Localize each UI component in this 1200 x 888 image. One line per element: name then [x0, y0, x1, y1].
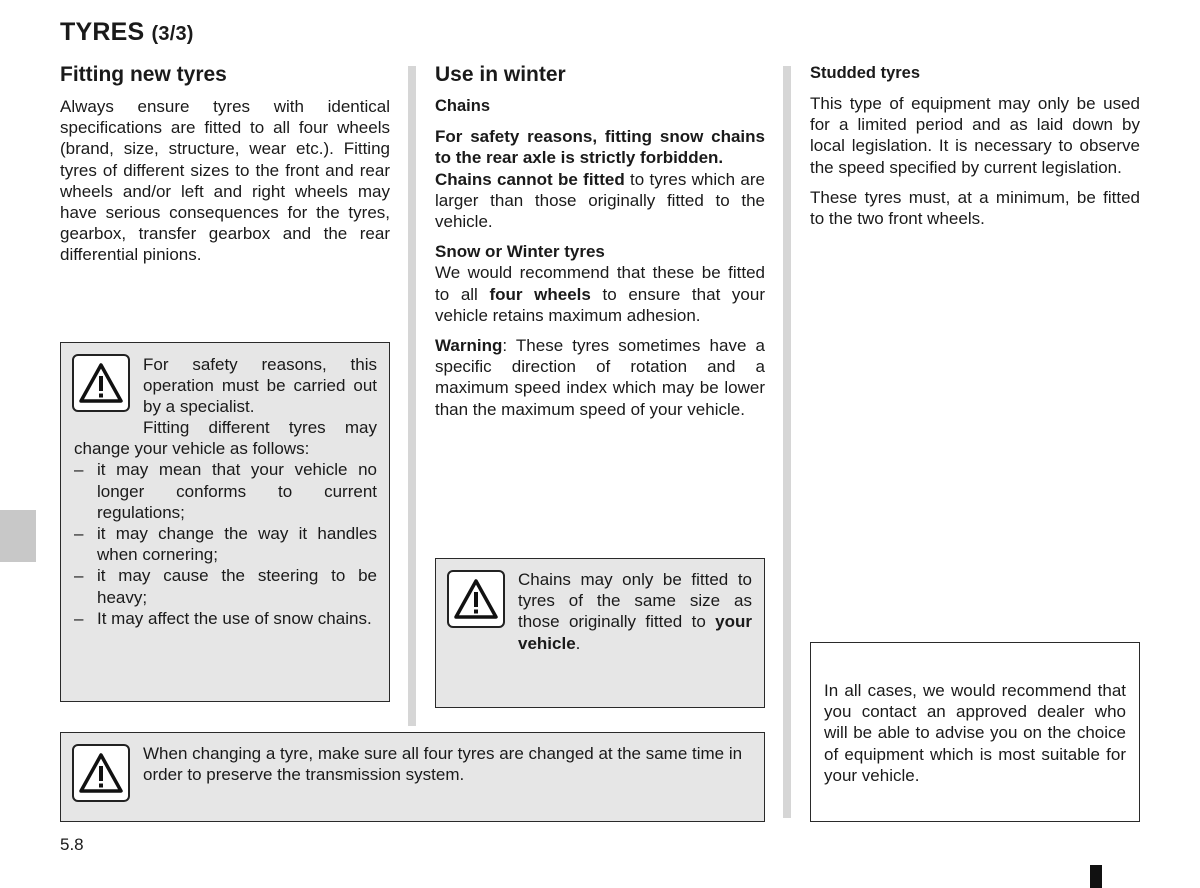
chapter-tab	[0, 510, 36, 562]
warning-triangle-icon	[72, 354, 130, 412]
warning-box-chains	[435, 558, 765, 708]
warning-details	[74, 417, 377, 629]
warning-line2: Fitting different tyres may change your vehicle as follows:	[74, 418, 377, 459]
fitting-paragraph	[60, 96, 390, 266]
chains-bold: Chains cannot be fitted	[435, 169, 625, 189]
studded-content	[810, 93, 1140, 229]
transmission-text: When changing a tyre, make sure all four tyres are changed at the same time in order to preserve the transmission system.	[143, 744, 743, 785]
page-number: 5.8	[60, 835, 84, 854]
warning-intro	[143, 354, 377, 418]
fitting-text: Always ensure tyres with identical specifications are fitted to all four wheels (brand, size, structure, wear etc.). Fitting tyres of different sizes to the front and rear wheels and/or left and right wheels may have serious consequences for the tyres, gearbox, transfer gearbox and the rear differential pinions.	[60, 97, 390, 265]
page-title	[60, 18, 194, 47]
chains-heading: Chains	[435, 97, 491, 115]
warning-text: : These tyres sometimes have a specific direction of rotation and a maximum speed index which may be lower than the maximum speed of your vehicle.	[435, 336, 765, 419]
column-separator	[408, 66, 416, 726]
title-text: TYRES	[60, 18, 145, 46]
warning-list	[74, 459, 377, 629]
list-item: – it may mean that your vehicle no longer conforms to current regulations;	[74, 459, 377, 523]
info-box-dealer	[810, 642, 1140, 822]
snow-bold: four wheels	[489, 284, 591, 304]
snow-post: to ensure that your vehicle retains maximum adhesion.	[435, 284, 765, 325]
title-suffix: (3/3)	[151, 23, 194, 45]
section-heading-studded: Studded tyres	[810, 64, 921, 82]
chains-box-text	[518, 569, 752, 654]
info-text: In all cases, we would recommend that you contact an approved dealer who will be able to advise you on the choice of equipment which is most suitable for your vehicle.	[824, 681, 1126, 785]
list-item: – it may change the way it handles when cornering;	[74, 523, 377, 565]
studded-para2: These tyres must, at a minimum, be fitted to the two front wheels.	[810, 187, 1140, 229]
list-item: – it may cause the steering to be heavy;	[74, 565, 377, 607]
chains-safety: For safety reasons, fitting snow chains to the rear axle is strictly forbidden.	[435, 127, 765, 168]
list-item: – It may affect the use of snow chains.	[74, 608, 377, 629]
snow-heading: Snow or Winter tyres	[435, 242, 605, 262]
warning-triangle-icon	[447, 570, 505, 628]
section-heading-winter: Use in winter	[435, 63, 566, 86]
info-text-wrap	[824, 680, 1126, 786]
warning-line1: For safety reasons, this operation must be carried out by a specialist.	[143, 355, 377, 417]
warning-box-transmission	[60, 732, 765, 822]
warning-box-specialist	[60, 342, 390, 702]
column-separator	[783, 66, 791, 818]
snow-pre: We would recommend that these be fitted to all	[435, 263, 765, 304]
section-heading-fitting: Fitting new tyres	[60, 63, 227, 86]
corner-mark	[1090, 865, 1102, 888]
studded-para1: This type of equipment may only be used for a limited period and as laid down by local legislation. It is necessary to observe the speed specified by current legislation.	[810, 94, 1140, 177]
warning-triangle-icon	[72, 744, 130, 802]
transmission-text-wrap	[143, 743, 753, 785]
warning-label: Warning	[435, 336, 503, 356]
chains-rest: to tyres which are larger than those originally fitted to the vehicle.	[435, 169, 765, 232]
chains-box-main: Chains may only be fitted to tyres of the same size as those originally fitted to	[518, 570, 752, 632]
chains-box-end: .	[575, 633, 581, 653]
chains-box-bold: your vehicle	[518, 612, 752, 653]
winter-content	[435, 96, 765, 420]
